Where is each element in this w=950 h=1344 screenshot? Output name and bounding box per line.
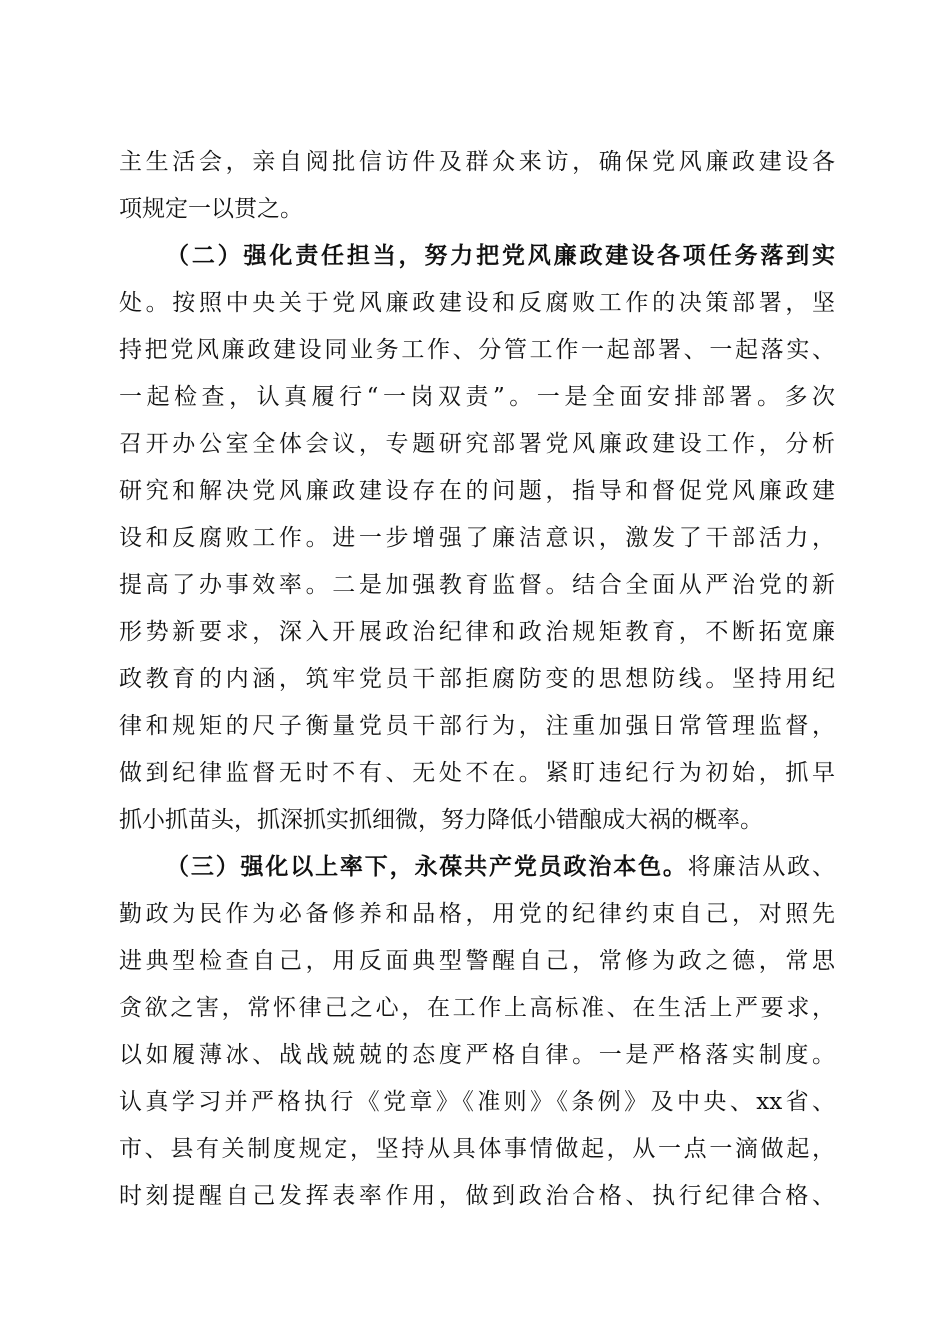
section-heading-bold: （三）强化以上率下，永葆共产党员政治本色。 [166,853,688,880]
text-line: 项规定一以贯之。 [119,196,303,222]
text-line: 主生活会，亲自阅批信访件及群众来访，确保党风廉政建设各 [119,149,835,175]
text-line: 进典型检查自己，用反面典型警醒自己，常修为政之德，常思 [119,948,835,974]
text-line: 律和规矩的尺子衡量党员干部行为，注重加强日常管理监督， [119,713,835,739]
text-line: 一起检查，认真履行“一岗双责”。一是全面安排部署。多次 [119,384,835,410]
text-line: 勤政为民作为必备修养和品格，用党的纪律约束自己，对照先 [119,901,835,927]
text-line: 市、县有关制度规定，坚持从具体事情做起，从一点一滴做起， [119,1136,835,1162]
section-heading-line: （二）强化责任担当，努力把党风廉政建设各项任务落到实 [166,242,835,269]
section-heading-line [166,847,835,887]
text-line: 提高了办事效率。二是加强教育监督。结合全面从严治党的新 [119,572,835,598]
text-line: 贪欲之害，常怀律己之心，在工作上高标准、在生活上严要求， [119,995,835,1021]
text-line: 设和反腐败工作。进一步增强了廉洁意识，激发了干部活力， [119,525,835,551]
text-line: 抓小抓苗头，抓深抓实抓细微，努力降低小错酿成大祸的概率。 [119,807,763,833]
text-line: 召开办公室全体会议，专题研究部署党风廉政建设工作，分析 [119,431,835,457]
text-line: 持把党风廉政建设同业务工作、分管工作一起部署、一起落实、 [119,337,835,363]
section-heading-rest: 将廉洁从政、 [687,854,836,880]
text-line: 时刻提醒自己发挥表率作用，做到政治合格、执行纪律合格、 [119,1183,835,1209]
text-line: 以如履薄冰、战战兢兢的态度严格自律。一是严格落实制度。 [119,1042,835,1068]
text-line: 认真学习并严格执行《党章》《准则》《条例》及中央、xx省、 [119,1089,835,1115]
text-line: 处。按照中央关于党风廉政建设和反腐败工作的决策部署，坚 [119,290,835,316]
text-line: 政教育的内涵，筑牢党员干部拒腐防变的思想防线。坚持用纪 [119,666,835,692]
text-line: 做到纪律监督无时不有、无处不在。紧盯违纪行为初始，抓早 [119,760,835,786]
text-line: 形势新要求，深入开展政治纪律和政治规矩教育，不断拓宽廉 [119,619,835,645]
text-line: 研究和解决党风廉政建设存在的问题，指导和督促党风廉政建 [119,478,835,504]
